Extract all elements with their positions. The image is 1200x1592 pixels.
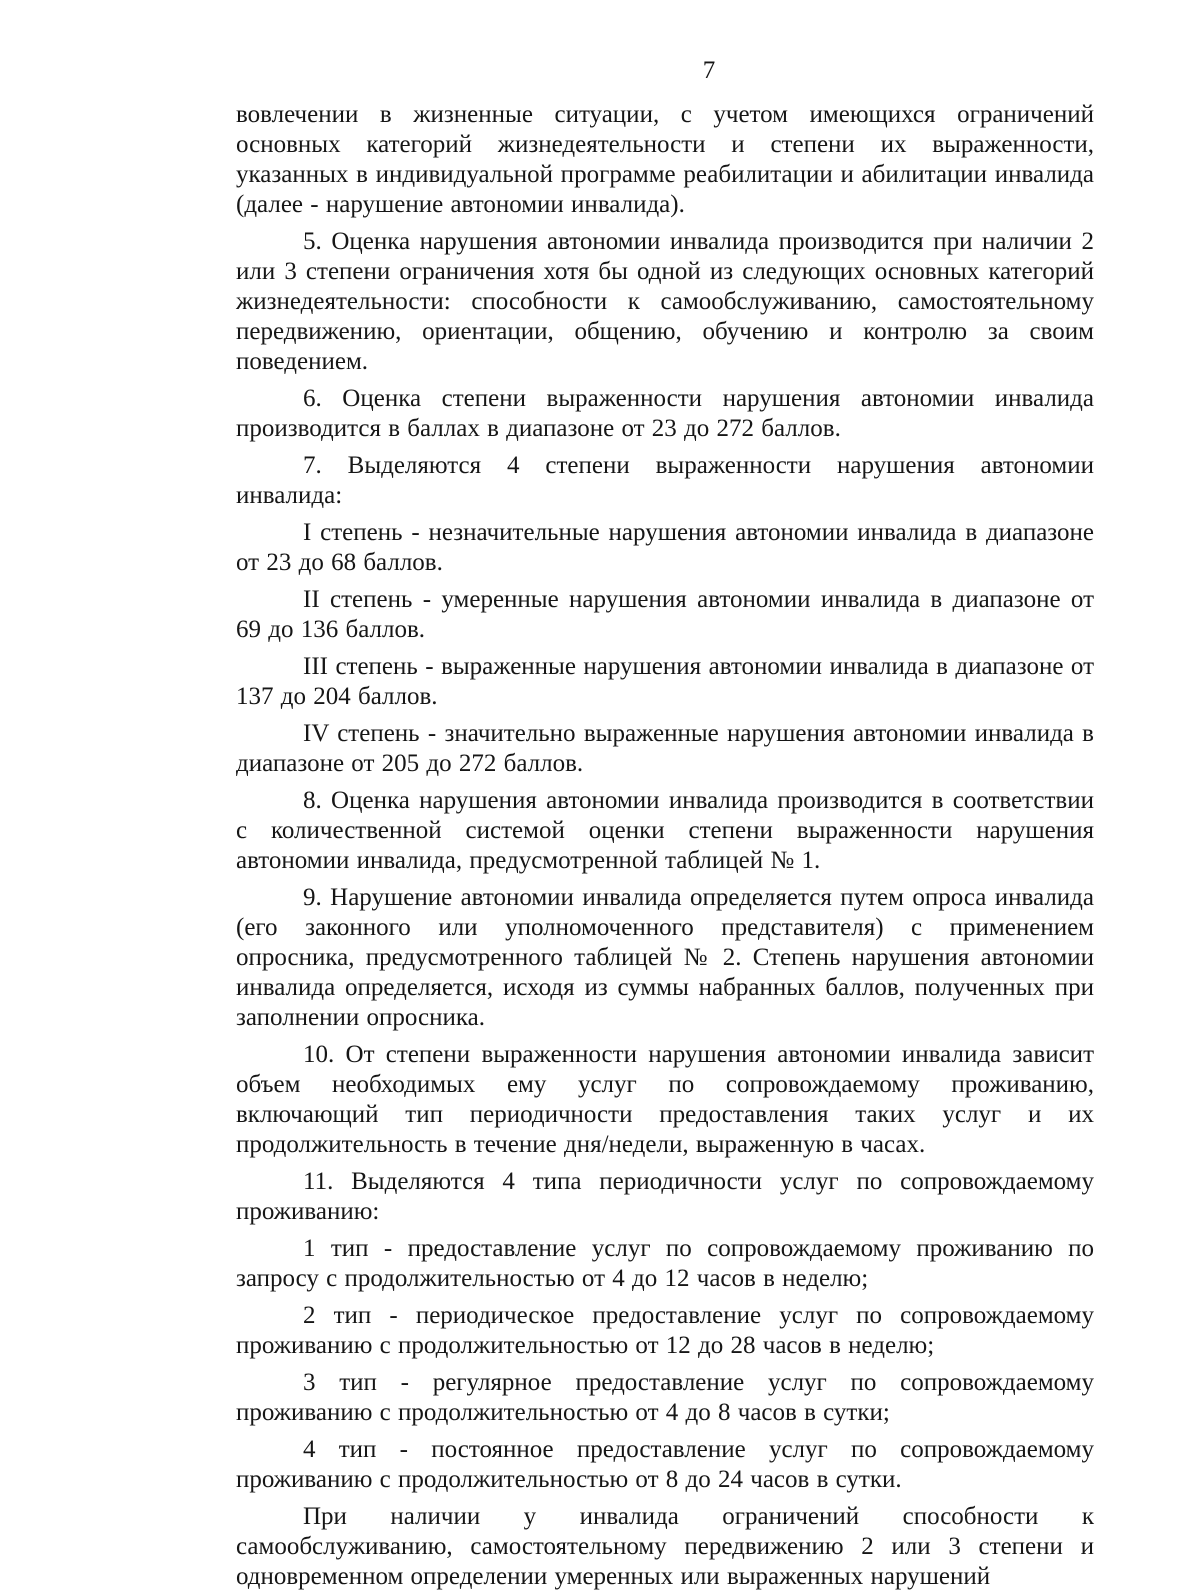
paragraph-item-8: 8. Оценка нарушения автономии инвалида производится в соответствии с количественной системой оценки степени выраженности нарушения автономии инвалида, предусмотренной таблицей № 1. — [236, 787, 1094, 874]
paragraph-item-9: 9. Нарушение автономии инвалида определяется путем опроса инвалида (его законного или уполномоченного представителя) с применением опросника, предусмотренного таблицей № 2. Степень нарушения автономии инвалида определяется, исходя из суммы набранных баллов, полученных при заполнении опросника. — [236, 884, 1094, 1031]
paragraph-type-1: 1 тип - предоставление услуг по сопровождаемому проживанию по запросу с продолжительностью от 4 до 12 часов в неделю; — [236, 1235, 1094, 1292]
page-number: 7 — [702, 57, 716, 84]
paragraph-degree-2: II степень - умеренные нарушения автономии инвалида в диапазоне от 69 до 136 баллов. — [236, 586, 1094, 643]
paragraph-type-3: 3 тип - регулярное предоставление услуг по сопровождаемому проживанию с продолжительностью от 4 до 8 часов в сутки; — [236, 1369, 1094, 1426]
paragraph-item-7: 7. Выделяются 4 степени выраженности нарушения автономии инвалида: — [236, 452, 1094, 509]
paragraph-degree-4: IV степень - значительно выраженные нарушения автономии инвалида в диапазоне от 205 до 272 баллов. — [236, 720, 1094, 777]
paragraph-degree-3: III степень - выраженные нарушения автономии инвалида в диапазоне от 137 до 204 баллов. — [236, 653, 1094, 710]
paragraph-item-6: 6. Оценка степени выраженности нарушения автономии инвалида производится в баллах в диапазоне от 23 до 272 баллов. — [236, 385, 1094, 442]
paragraph-item-5: 5. Оценка нарушения автономии инвалида производится при наличии 2 или 3 степени ограничения хотя бы одной из следующих основных категорий жизнедеятельности: способности к самообслуживанию, самостоятельному передвижению, ориентации, общению, обучению и контролю за своим поведением. — [236, 228, 1094, 375]
paragraph-type-2: 2 тип - периодическое предоставление услуг по сопровождаемому проживанию с продолжительностью от 12 до 28 часов в неделю; — [236, 1302, 1094, 1359]
paragraph-degree-1: I степень - незначительные нарушения автономии инвалида в диапазоне от 23 до 68 баллов. — [236, 519, 1094, 576]
paragraph-item-11: 11. Выделяются 4 типа периодичности услуг по сопровождаемому проживанию: — [236, 1168, 1094, 1225]
paragraph-type-4: 4 тип - постоянное предоставление услуг по сопровождаемому проживанию с продолжительностью от 8 до 24 часов в сутки. — [236, 1436, 1094, 1493]
paragraph-item-10: 10. От степени выраженности нарушения автономии инвалида зависит объем необходимых ему услуг по сопровождаемому проживанию, включающий тип периодичности предоставления таких услуг и их продолжительность в течение дня/недели, выраженную в часах. — [236, 1041, 1094, 1158]
paragraph-continuation: вовлечении в жизненные ситуации, с учетом имеющихся ограничений основных категорий жизнедеятельности и степени их выраженности, указанных в индивидуальной программе реабилитации и абилитации инвалида (далее - нарушение автономии инвалида). — [236, 101, 1094, 218]
paragraph-final: При наличии у инвалида ограничений способности к самообслуживанию, самостоятельному передвижению 2 или 3 степени и одновременном определении умеренных или выраженных нарушений — [236, 1503, 1094, 1590]
